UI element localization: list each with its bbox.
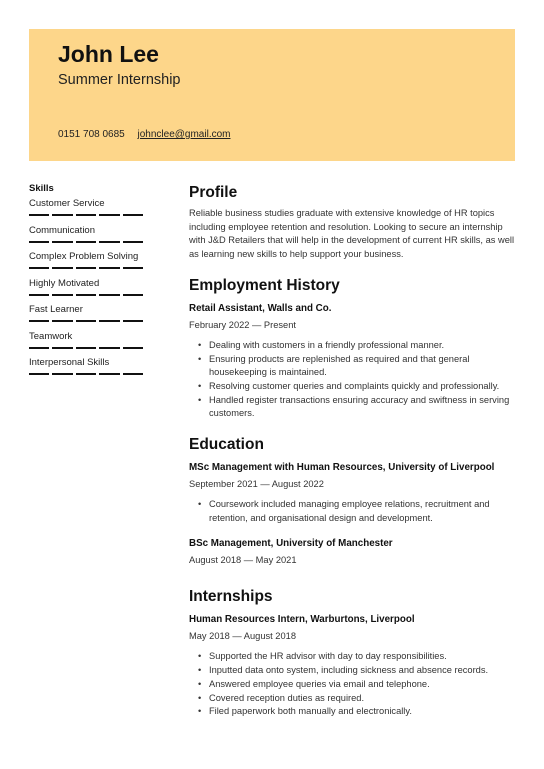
degree-dates: September 2021 — August 2022 <box>189 479 324 490</box>
job-responsibilities <box>189 339 519 421</box>
sidebar <box>29 183 147 384</box>
skill-label: Complex Problem Solving <box>29 251 139 262</box>
skill-label: Fast Learner <box>29 304 83 315</box>
education-heading: Education <box>189 436 264 454</box>
skill-label: Teamwork <box>29 330 73 342</box>
skill-item <box>29 331 147 358</box>
degree-title: BSc Management, University of Manchester <box>189 538 393 550</box>
list-item: • Supported the HR advisor with day to day responsibilities. <box>209 650 519 664</box>
list-item: • Filed paperwork both manually and electronically. <box>209 705 519 719</box>
list-item: • Ensuring products are replenished as required and that general housekeeping is maintained. <box>209 353 519 380</box>
contact-info <box>58 129 230 140</box>
skill-item <box>29 251 147 278</box>
skills-heading: Skills <box>29 183 54 194</box>
internships-heading: Internships <box>189 588 273 606</box>
job-dates: February 2022 — Present <box>189 319 296 330</box>
candidate-name: John Lee <box>58 41 159 67</box>
skill-item <box>29 304 147 331</box>
skill-level-bar <box>29 214 143 216</box>
internship-dates: May 2018 — August 2018 <box>189 631 296 642</box>
skill-item <box>29 357 147 384</box>
list-item: • Resolving customer queries and complaints quickly and professionally. <box>209 380 519 394</box>
list-item: • Answered employee queries via email and telephone. <box>209 678 519 692</box>
degree-details <box>189 498 519 525</box>
skill-label: Customer Service <box>29 198 105 209</box>
list-item: • Dealing with customers in a friendly professional manner. <box>209 339 519 353</box>
skill-level-bar <box>29 320 143 322</box>
profile-text: Reliable business studies graduate with extensive knowledge of HR topics including employee retention and resolution. Looking to secure an internship with J&D Retailers that will help in the development of current HR skills, as well as learning new skills to help support your business. <box>189 208 515 260</box>
skill-level-bar <box>29 267 143 269</box>
skill-level-bar <box>29 373 143 375</box>
internship-responsibilities <box>189 650 519 719</box>
skill-level-bar <box>29 347 143 349</box>
skill-label: Interpersonal Skills <box>29 357 110 368</box>
skill-label: Communication <box>29 224 95 236</box>
skill-item <box>29 198 147 225</box>
skill-item <box>29 278 147 305</box>
profile-heading: Profile <box>189 184 238 201</box>
skill-level-bar <box>29 241 143 243</box>
list-item: • Covered reception duties as required. <box>209 692 519 706</box>
job-role: Retail Assistant, Walls and Co. <box>189 302 332 314</box>
list-item: • Handled register transactions ensuring accuracy and swiftness in serving customers. <box>209 394 519 421</box>
degree-title: MSc Management with Human Resources, University of Liverpool <box>189 462 495 474</box>
employment-heading: Employment History <box>189 276 340 294</box>
skill-label: Highly Motivated <box>29 277 100 289</box>
degree-dates: August 2018 — May 2021 <box>189 555 297 566</box>
email-link[interactable]: johnclee@gmail.com <box>137 129 231 140</box>
skill-item <box>29 225 147 252</box>
resume-header <box>29 29 515 161</box>
internship-role: Human Resources Intern, Warburtons, Liverpool <box>189 614 415 626</box>
list-item: • Coursework included managing employee relations, recruitment and retention, and organisational design and development. <box>209 498 519 525</box>
job-target-title: Summer Internship <box>58 72 181 88</box>
main-content <box>189 183 519 719</box>
phone-number: 0151 708 0685 <box>58 129 125 140</box>
skill-level-bar <box>29 294 143 296</box>
list-item: • Inputted data onto system, including sickness and absence records. <box>209 664 519 678</box>
